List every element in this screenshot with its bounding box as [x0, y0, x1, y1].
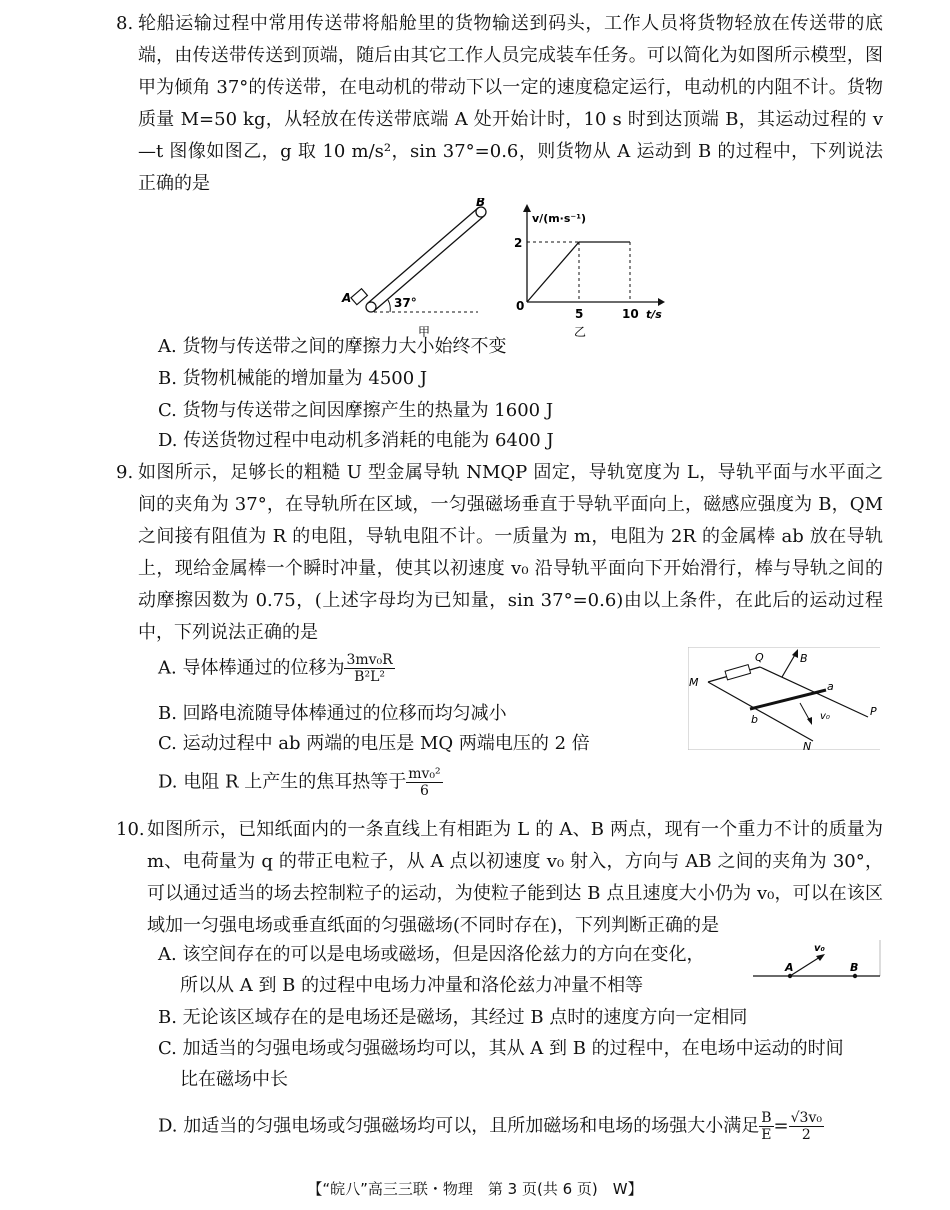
q10-option-d-lhs	[759, 1110, 773, 1143]
vt-y-axis-label: v/(m·s⁻¹)	[532, 212, 587, 225]
fig8-label-b: B	[476, 198, 486, 209]
q8-figure-conveyor	[338, 198, 513, 340]
q9-option-c: C. 运动过程中 ab 两端的电压是 MQ 两端电压的 2 倍	[158, 733, 590, 754]
q8-figure-vt-graph	[510, 200, 665, 340]
q9-option-a-fraction	[344, 652, 394, 685]
fig8-caption-a: 甲	[418, 325, 431, 339]
q10-option-a-line1: A. 该空间存在的可以是电场或磁场，但是因洛伦兹力的方向在变化，	[158, 944, 705, 965]
q10-option-d-lhs-denominator: E	[761, 1127, 772, 1143]
ab-label-a: A	[785, 961, 794, 974]
q9-option-d	[158, 766, 443, 799]
q10-option-d-rhs	[789, 1110, 824, 1143]
rails-label-a: a	[827, 680, 834, 693]
q8-stem: 轮船运输过程中常用传送带将船舱里的货物输送到码头，工作人员将货物轻放在传送带的底端，由传送带传送到顶端，随后由其它工作人员完成装车任务。可以简化为如图所示模型，图甲为倾角 37°的传送带，在电动机的带动下以一定的速度稳定运行，电动机的内阻不计。货物质量 M=50 kg，从轻放在传送带底端 A 处开始计时，10 s 时到达顶端 B，其运动过程的 v—t 图像如图乙，g 取 10 m/s²，sin 37°=0.6，则货物从 A 运动到 B 的过程中，下列说法正确的是	[138, 13, 883, 194]
q8-number: 8.	[116, 13, 134, 34]
q9-option-d-numerator: mv₀²	[408, 766, 441, 782]
q10-option-d-equals: =	[773, 1115, 789, 1137]
q9-number: 9.	[116, 462, 134, 483]
q10-option-d-rhs-denominator: 2	[801, 1127, 811, 1143]
q10-option-d	[158, 1110, 824, 1143]
rails-label-v0: v₀	[820, 711, 830, 722]
rails-label-b-field: B	[800, 652, 808, 665]
q9-figure-rails	[688, 647, 880, 750]
q10-option-c-line1: C. 加适当的匀强电场或匀强磁场均可以，其从 A 到 B 的过程中，在电场中运动的时间	[158, 1038, 844, 1059]
vt-origin: 0	[516, 299, 525, 313]
q9-option-a-numerator: 3mv₀R	[346, 652, 393, 668]
vt-x-tick-10: 10	[622, 307, 639, 321]
q9-option-a-denominator: B²L²	[354, 669, 385, 685]
q8-option-d: D. 传送货物过程中电动机多消耗的电能为 6400 J	[158, 430, 554, 451]
page-footer: 【“皖八”高三三联・物理 第 3 页(共 6 页) W】	[307, 1180, 643, 1198]
q10-figure-line-ab	[750, 940, 882, 982]
q9-option-d-denominator: 6	[419, 783, 429, 799]
ab-label-v0: v₀	[814, 943, 825, 954]
rails-label-m: M	[689, 676, 699, 689]
q10-option-d-rhs-numerator: √3v₀	[790, 1110, 822, 1126]
rails-label-b: b	[751, 713, 758, 726]
ab-label-b: B	[850, 961, 859, 974]
fig8-label-a: A	[342, 291, 352, 305]
q9-option-d-text: D. 电阻 R 上产生的焦耳热等于	[158, 771, 407, 793]
vt-y-tick-2: 2	[514, 236, 523, 250]
q10-option-a-line2: 所以从 A 到 B 的过程中电场力冲量和洛伦兹力冲量不相等	[180, 975, 644, 996]
fig8-angle: 37°	[394, 296, 417, 310]
q9-option-d-fraction	[406, 766, 442, 799]
rails-label-q: Q	[755, 651, 764, 664]
q8-option-a: A. 货物与传送带之间的摩擦力大小始终不变	[158, 336, 507, 357]
fig8-caption-b: 乙	[574, 325, 587, 339]
q10-number: 10.	[116, 819, 145, 840]
q10-stem: 如图所示，已知纸面内的一条直线上有相距为 L 的 A、B 两点，现有一个重力不计的质量为 m、电荷量为 q 的带正电粒子，从 A 点以初速度 v₀ 射入，方向与 AB 之间的夹角为 30°，可以通过适当的场去控制粒子的运动，为使粒子能到达 B 点且速度大小仍为 v₀，可以在该区域加一匀强电场或垂直纸面的匀强磁场(不同时存在)，下列判断正确的是	[147, 819, 883, 936]
vt-x-tick-5: 5	[575, 307, 584, 321]
q10-option-b: B. 无论该区域存在的是电场还是磁场，其经过 B 点时的速度方向一定相同	[158, 1007, 748, 1028]
q10-option-d-lhs-numerator: B	[761, 1110, 772, 1126]
q9-option-a	[158, 652, 395, 685]
q9-option-a-text: A. 导体棒通过的位移为	[158, 657, 345, 679]
q8-option-b: B. 货物机械能的增加量为 4500 J	[158, 368, 428, 389]
rails-label-n: N	[803, 740, 812, 750]
q9-stem: 如图所示，足够长的粗糙 U 型金属导轨 NMQP 固定，导轨宽度为 L，导轨平面与水平面之间的夹角为 37°，在导轨所在区域，一匀强磁场垂直于导轨平面向上，磁感应强度为 B，QM 之间接有阻值为 R 的电阻，导轨电阻不计。一质量为 m，电阻为 2R 的金属棒 ab 放在导轨上，现给金属棒一个瞬时冲量，使其以初速度 v₀ 沿导轨平面向下开始滑行，棒与导轨之间的动摩擦因数为 0.75，(上述字母均为已知量，sin 37°=0.6)由以上条件，在此后的运动过程中，下列说法正确的是	[138, 462, 883, 643]
q9-option-b: B. 回路电流随导体棒通过的位移而均匀减小	[158, 703, 507, 724]
q10-option-c-line2: 比在磁场中长	[180, 1069, 288, 1090]
q8-option-c: C. 货物与传送带之间因摩擦产生的热量为 1600 J	[158, 400, 554, 421]
rails-label-p: P	[870, 705, 877, 718]
q10-option-d-text: D. 加适当的匀强电场或匀强磁场均可以，且所加磁场和电场的场强大小满足	[158, 1115, 760, 1137]
vt-x-axis-label: t/s	[646, 308, 662, 321]
